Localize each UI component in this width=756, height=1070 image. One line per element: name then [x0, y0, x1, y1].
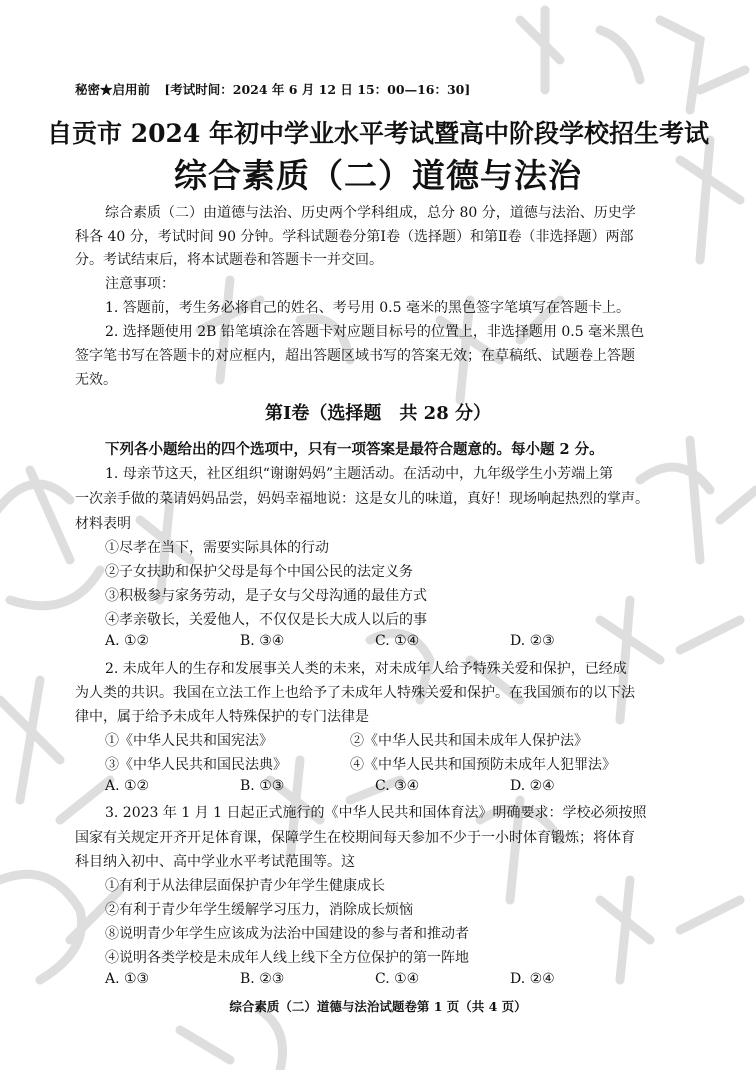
- choice-d: D. ②④: [510, 778, 555, 794]
- exam-title: 自贡市 2024 年初中学业水平考试暨高中阶段学校招生考试: [47, 119, 709, 148]
- option-statement: ⑧说明青少年学生应该成为法治中国建设的参与者和推动者: [105, 926, 469, 942]
- choice-d: D. ②③: [510, 633, 555, 649]
- option-statement: ②有利于青少年学生缓解学习压力，消除成长烦恼: [105, 902, 413, 918]
- choice-a: A. ①③: [105, 971, 150, 987]
- choice-c: C. ③④: [375, 778, 420, 794]
- note-2-line-1: 2. 选择题使用 2B 铅笔填涂在答题卡对应题目标号的位置上，非选择题用 0.5 毫米黑色: [105, 324, 645, 340]
- choice-c: C. ①④: [375, 971, 420, 987]
- confidential-label: 秘密★启用前: [75, 82, 151, 97]
- note-2-line-3: 无效。: [75, 372, 117, 388]
- question-stem-line: 国家有关规定开齐开足体育课，保障学生在校期间每天参加不少于一小时体育锻炼；将体育: [75, 830, 635, 846]
- intro-line-2: 科各 40 分，考试时间 90 分钟。学科试题卷分第Ⅰ卷（选择题）和第Ⅱ卷（非选择题）两部: [75, 229, 634, 245]
- option-statement: ④《中华人民共和国预防未成年人犯罪法》: [350, 757, 616, 773]
- choice-d: D. ②④: [510, 971, 555, 987]
- question-stem-line: 为人类的共识。我国在立法工作上也给予了未成年人特殊关爱和保护。在我国颁布的以下法: [75, 685, 635, 701]
- option-statement: ④孝亲敬长，关爱他人，不仅仅是长大成人以后的事: [105, 612, 427, 628]
- section-instruction: 下列各小题给出的四个选项中，只有一项答案是最符合题意的。每小题 2 分。: [105, 441, 604, 458]
- notes-heading: 注意事项：: [105, 276, 175, 292]
- option-statement: ③积极参与家务劳动，是子女与父母沟通的最佳方式: [105, 588, 427, 604]
- question-stem-line: 2. 未成年人的生存和发展事关人类的未来，对未成年人给予特殊关爱和保护，已经成: [105, 661, 627, 677]
- choice-a: A. ①②: [105, 778, 150, 794]
- option-statement: ①尽孝在当下，需要实际具体的行动: [105, 540, 329, 556]
- question-stem-line: 一次亲手做的菜请妈妈品尝，妈妈幸福地说：这是女儿的味道，真好！现场响起热烈的掌声。: [75, 491, 649, 507]
- answer-choices: [105, 778, 645, 794]
- question-stem-line: 律中，属于给予未成年人特殊保护的专门法律是: [75, 709, 369, 725]
- choice-c: C. ①④: [375, 633, 420, 649]
- choice-b: B. ③④: [240, 633, 285, 649]
- subject-title: 综合素质（二）道德与法治: [174, 156, 582, 195]
- option-statement: ④说明各类学校是未成年人线上线下全方位保护的第一阵地: [105, 950, 469, 966]
- question-stem-line: 1. 母亲节这天，社区组织“谢谢妈妈”主题活动。在活动中，九年级学生小芳端上第: [105, 466, 614, 482]
- option-statement: ①《中华人民共和国宪法》: [105, 733, 273, 749]
- exam-time: [考试时间：2024 年 6 月 12 日 15：00—16：30]: [164, 82, 471, 97]
- answer-choices: [105, 971, 645, 987]
- note-2-line-2: 签字笔书写在答题卡的对应框内，超出答题区域书写的答案无效；在草稿纸、试题卷上答题: [75, 348, 635, 364]
- option-statement: ①有利于从法律层面保护青少年学生健康成长: [105, 878, 385, 894]
- header-line: [75, 80, 470, 98]
- option-statement: ②《中华人民共和国未成年人保护法》: [350, 733, 588, 749]
- page-footer: 综合素质（二）道德与法治试题卷第 1 页（共 4 页）: [229, 999, 527, 1014]
- option-statement: ③《中华人民共和国民法典》: [105, 757, 287, 773]
- option-statement: ②子女扶助和保护父母是每个中国公民的法定义务: [105, 564, 413, 580]
- question-stem-line: 3. 2023 年 1 月 1 日起正式施行的《中华人民共和国体育法》明确要求：学校必须按照: [105, 805, 647, 821]
- question-stem-line: 科目纳入初中、高中学业水平考试范围等。这: [75, 854, 355, 870]
- intro-line-1: 综合素质（二）由道德与法治、历史两个学科组成，总分 80 分，道德与法治、历史学: [105, 205, 636, 221]
- answer-choices: [105, 633, 645, 649]
- choice-b: B. ①③: [240, 778, 285, 794]
- section-title: 第Ⅰ卷（选择题 共 28 分）: [264, 403, 491, 424]
- note-1: 1. 答题前，考生务必将自己的姓名、考号用 0.5 毫米的黑色签字笔填写在答题卡上。: [105, 300, 630, 316]
- choice-b: B. ②③: [240, 971, 285, 987]
- intro-line-3: 分。考试结束后，将本试题卷和答题卡一并交回。: [75, 252, 383, 268]
- question-stem-line: 材料表明: [75, 516, 131, 532]
- choice-a: A. ①②: [105, 633, 150, 649]
